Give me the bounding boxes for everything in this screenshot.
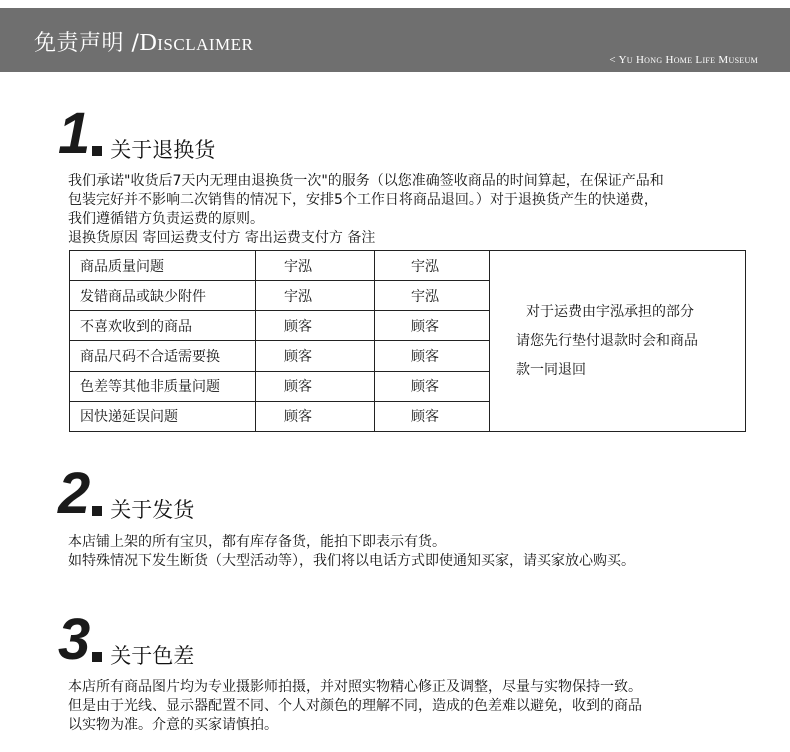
section-number: 3 bbox=[58, 607, 89, 672]
send-payer-cell: 顾客 bbox=[375, 311, 490, 341]
send-payer-cell: 顾客 bbox=[375, 371, 490, 401]
send-payer-cell: 宇泓 bbox=[375, 251, 490, 281]
section-title: 关于退换货 bbox=[110, 138, 216, 162]
page-title bbox=[34, 26, 253, 57]
section-title: 关于色差 bbox=[110, 644, 195, 668]
section-dot bbox=[92, 146, 102, 156]
reason-cell: 商品尺码不合适需要换 bbox=[70, 341, 256, 371]
reason-cell: 商品质量问题 bbox=[70, 251, 256, 281]
text-line: 本店铺上架的所有宝贝，都有库存备货，能拍下即表示有货。 bbox=[68, 534, 446, 550]
text-line: 我们承诺"收货后7天内无理由退换货一次"的服务（以您准确签收商品的时间算起，在保证产品和 bbox=[68, 173, 664, 189]
section-2-heading bbox=[58, 461, 195, 526]
section-dot bbox=[92, 506, 102, 516]
note-cell bbox=[490, 251, 746, 432]
disclaimer-header bbox=[0, 8, 790, 72]
send-payer-cell: 顾客 bbox=[375, 401, 490, 431]
page-title-separator: / bbox=[131, 31, 140, 56]
reason-cell: 因快递延误问题 bbox=[70, 401, 256, 431]
section-title: 关于发货 bbox=[110, 498, 195, 522]
note-line: 请您先行垫付退款时会和商品 bbox=[516, 332, 698, 349]
return-payer-cell: 顾客 bbox=[256, 401, 375, 431]
section-1-text bbox=[68, 172, 758, 248]
section-2-text bbox=[68, 533, 758, 571]
section-1-heading bbox=[58, 101, 216, 166]
table-row bbox=[70, 251, 746, 281]
text-line: 如特殊情况下发生断货（大型活动等），我们将以电话方式即使通知买家，请买家放心购买。 bbox=[68, 553, 635, 569]
text-line: 以实物为准。介意的买家请慎拍。 bbox=[68, 717, 278, 733]
section-number: 2 bbox=[58, 461, 89, 526]
note-line: 款一同退回 bbox=[516, 361, 586, 378]
section-number: 1 bbox=[58, 101, 89, 166]
section-3-heading bbox=[58, 607, 195, 672]
text-line: 本店所有商品图片均为专业摄影师拍摄，并对照实物精心修正及调整，尽量与实物保持一致。 bbox=[68, 679, 642, 695]
return-payer-cell: 宇泓 bbox=[256, 251, 375, 281]
send-payer-cell: 顾客 bbox=[375, 341, 490, 371]
return-payer-cell: 顾客 bbox=[256, 371, 375, 401]
send-payer-cell: 宇泓 bbox=[375, 281, 490, 311]
brand-subtitle: < Yu Hong Home Life Museum bbox=[609, 54, 758, 66]
text-line: 包装完好并不影响二次销售的情况下，安排5个工作日将商品退回。）对于退换货产生的快递费， bbox=[68, 192, 658, 208]
reason-cell: 发错商品或缺少附件 bbox=[70, 281, 256, 311]
return-payer-cell: 顾客 bbox=[256, 311, 375, 341]
return-payer-cell: 宇泓 bbox=[256, 281, 375, 311]
return-payer-cell: 顾客 bbox=[256, 341, 375, 371]
section-3-text bbox=[68, 678, 758, 735]
note-line: 对于运费由宇泓承担的部分 bbox=[526, 303, 694, 320]
reason-cell: 色差等其他非质量问题 bbox=[70, 371, 256, 401]
text-line: 但是由于光线、显示器配置不同、个人对颜色的理解不同，造成的色差难以避免，收到的商品 bbox=[68, 698, 642, 714]
return-policy-table bbox=[69, 250, 746, 432]
reason-cell: 不喜欢收到的商品 bbox=[70, 311, 256, 341]
top-margin bbox=[0, 0, 790, 8]
section-dot bbox=[92, 652, 102, 662]
page-title-en: Disclaimer bbox=[139, 30, 254, 56]
page-title-cn: 免责声明 bbox=[34, 31, 125, 56]
text-line: 我们遵循错方负责运费的原则。 bbox=[68, 211, 264, 227]
text-line: 退换货原因 寄回运费支付方 寄出运费支付方 备注 bbox=[68, 230, 376, 246]
